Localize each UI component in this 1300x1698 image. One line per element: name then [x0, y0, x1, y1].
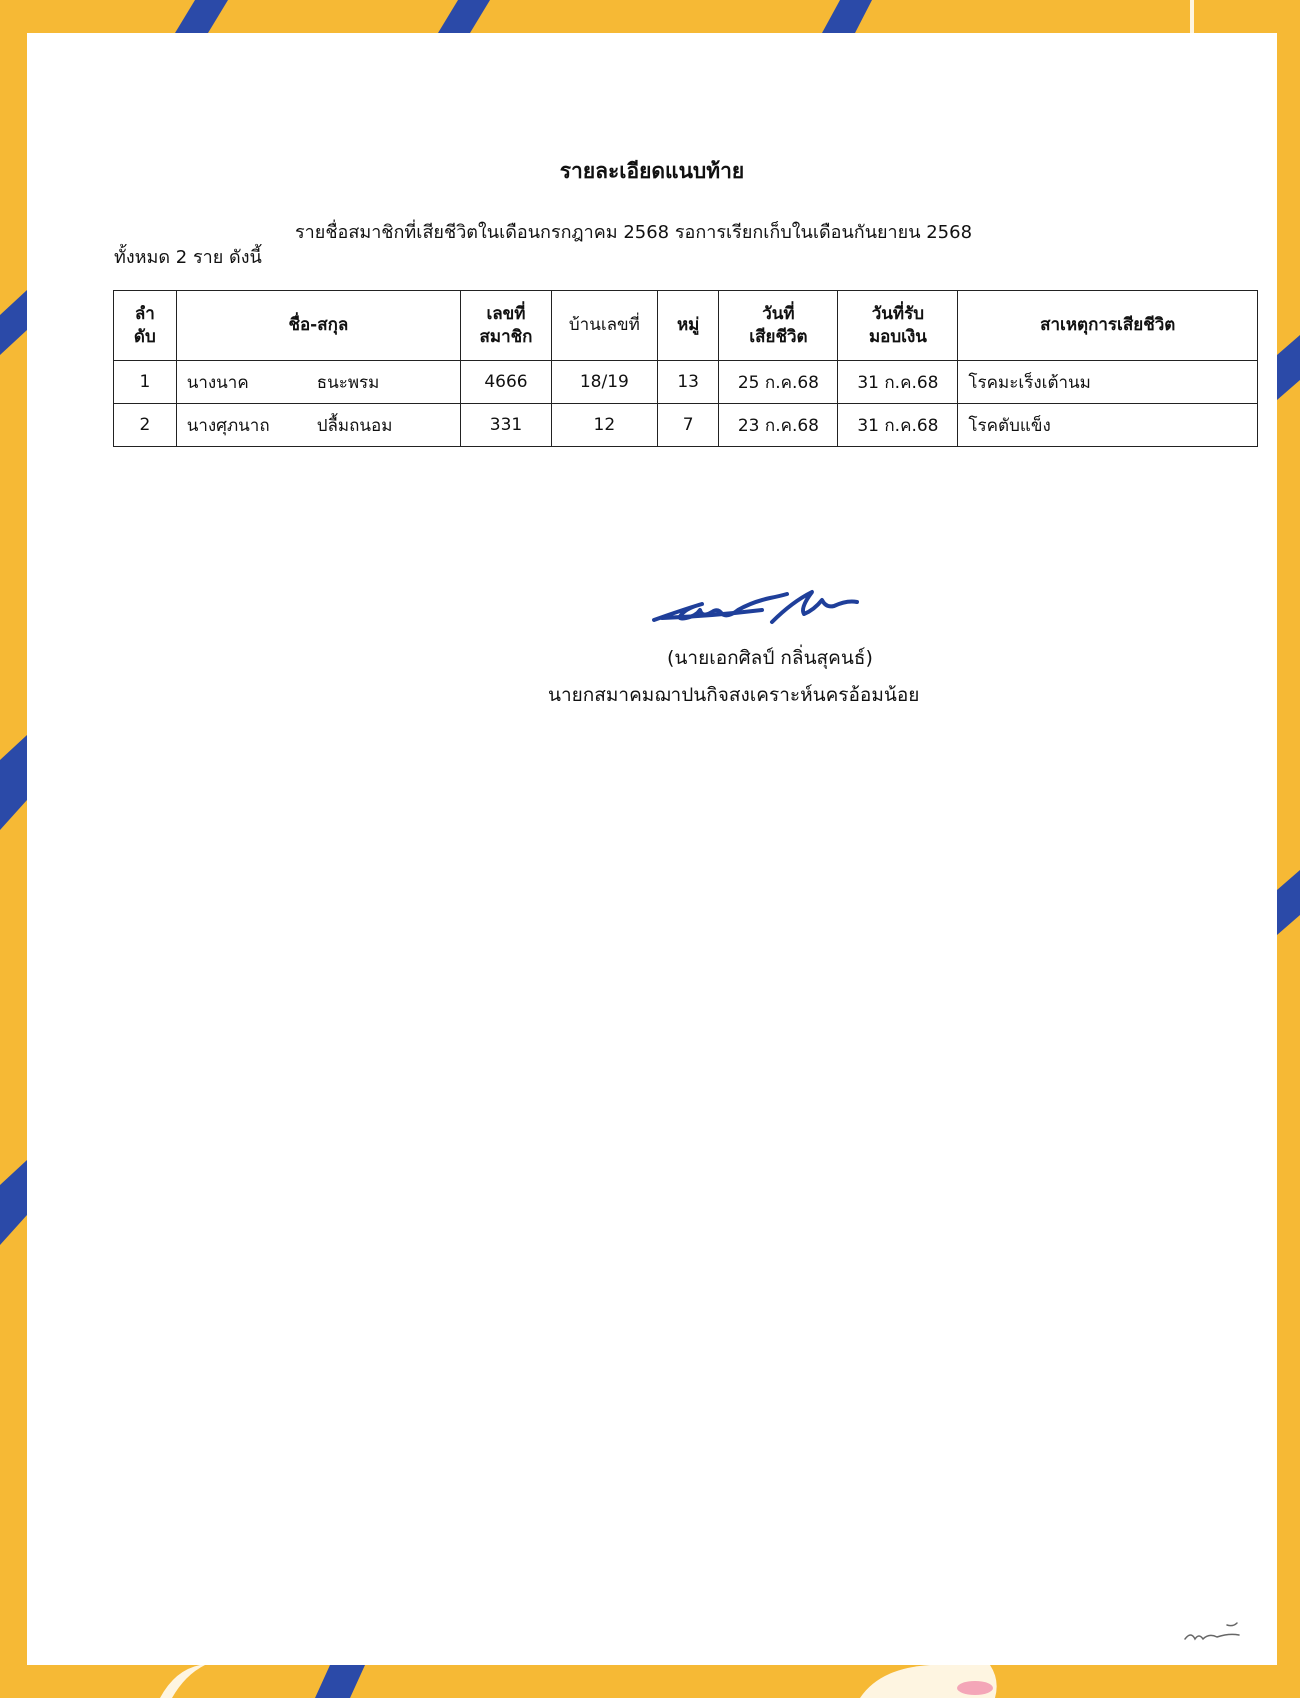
initials-mark — [1177, 1613, 1257, 1653]
document-title: รายละเอียดแนบท้าย — [559, 159, 745, 183]
header-cause: สาเหตุการเสียชีวิต — [958, 291, 1258, 361]
document-subtitle: รายชื่อสมาชิกที่เสียชีวิตในเดือนกรกฎาคม 2568 รอการเรียกเก็บในเดือนกันยายน 2568 — [295, 222, 973, 243]
signatory-name: (นายเอกศิลป์ กลิ่นสุคนธ์) — [667, 647, 873, 669]
header-pay-date: วันที่รับ มอบเงิน — [838, 291, 958, 361]
cell-pay-date: 31 ก.ค.68 — [838, 361, 958, 404]
cell-cause: โรคตับแข็ง — [958, 404, 1258, 447]
signatory-position: นายกสมาคมฌาปนกิจสงเคราะห์นครอ้อมน้อย — [548, 684, 920, 706]
last-name: ธนะพรม — [316, 372, 380, 393]
cell-no: 1 — [114, 361, 177, 404]
cell-house-no: 18/19 — [551, 361, 657, 404]
cell-member-no: 331 — [461, 404, 552, 447]
cell-member-no: 4666 — [461, 361, 552, 404]
cell-moo: 7 — [657, 404, 719, 447]
cell-name — [176, 361, 460, 404]
document-total: ทั้งหมด 2 ราย ดังนี้ — [114, 247, 262, 268]
cell-house-no: 12 — [551, 404, 657, 447]
table-row — [114, 361, 1258, 404]
deceased-members-table — [113, 290, 1258, 447]
cell-name — [176, 404, 460, 447]
table-row — [114, 404, 1258, 447]
table-header-row — [114, 291, 1258, 361]
cell-pay-date: 31 ก.ค.68 — [838, 404, 958, 447]
cell-death-date: 25 ก.ค.68 — [719, 361, 838, 404]
header-no: ลำ ดับ — [114, 291, 177, 361]
header-name: ชื่อ-สกุล — [176, 291, 460, 361]
header-house-no: บ้านเลขที่ — [551, 291, 657, 361]
header-moo: หมู่ — [657, 291, 719, 361]
last-name: ปลื้มถนอม — [316, 415, 393, 436]
cell-cause: โรคมะเร็งเต้านม — [958, 361, 1258, 404]
cell-no: 2 — [114, 404, 177, 447]
first-name: นางศุภนาถ — [186, 415, 270, 436]
cell-moo: 13 — [657, 361, 719, 404]
header-member-no: เลขที่ สมาชิก — [461, 291, 552, 361]
header-death-date: วันที่ เสียชีวิต — [719, 291, 838, 361]
cell-death-date: 23 ก.ค.68 — [719, 404, 838, 447]
first-name: นางนาค — [186, 372, 249, 393]
document-page — [27, 33, 1277, 1665]
